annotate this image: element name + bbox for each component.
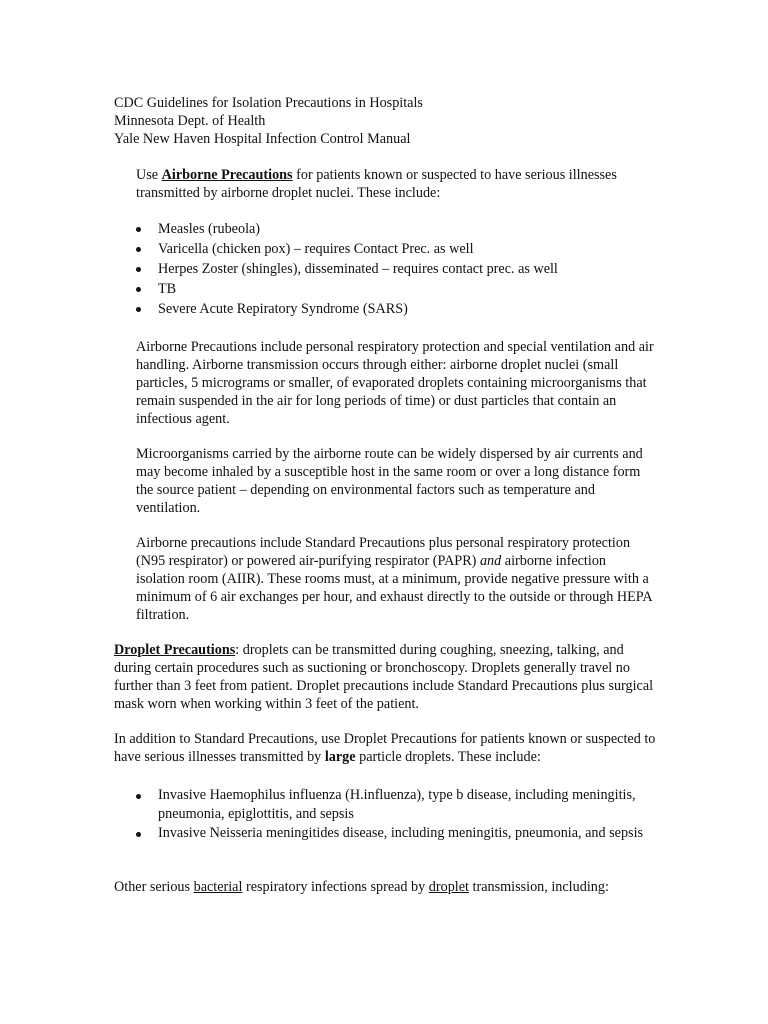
bullet-icon bbox=[136, 267, 141, 272]
bullet-icon bbox=[136, 287, 141, 292]
airborne-paragraph-1: Airborne Precautions include personal respiratory protection and special ventilation and air handling. Airborne transmission occurs through either: airborne droplet nuclei (small particles, 5 micrograms or smaller, of evaporated droplets containing microorganisms that remain suspended in the air for long periods of time) or dust particles that contain an infectious agent. bbox=[136, 339, 654, 427]
airborne-intro: Use Airborne Precautions for patients known or suspected to have serious illnesses transmitted by airborne droplet nuclei. These include: bbox=[136, 167, 617, 201]
list-item: Invasive Haemophilus influenza (H.influenza), type b disease, including meningitis, pneumonia, epiglottitis, and sepsis bbox=[136, 786, 656, 824]
document-header bbox=[114, 94, 423, 148]
droplet-other-infections: Other serious bacterial respiratory infections spread by droplet transmission, including: bbox=[114, 879, 609, 895]
list-item: Measles (rubeola) bbox=[136, 219, 656, 239]
airborne-paragraph-2: Microorganisms carried by the airborne route can be widely dispersed by air currents and may become inhaled by a susceptible host in the same room or over a long distance form the source patient – depending on environmental factors such as temperature and ventilation. bbox=[136, 446, 643, 516]
bullet-icon bbox=[136, 247, 141, 252]
header-line-yale: Yale New Haven Hospital Infection Control Manual bbox=[114, 131, 411, 147]
bullet-icon bbox=[136, 794, 141, 799]
droplet-paragraph-1: Droplet Precautions: droplets can be transmitted during coughing, sneezing, talking, and during certain procedures such as suctioning or bronchoscopy. Droplets generally travel no further than 3 feet from patient. Droplet precautions include Standard Precautions plus surgical mask worn when working within 3 feet of the patient. bbox=[114, 642, 654, 712]
droplet-disease-list bbox=[136, 786, 656, 843]
bullet-icon bbox=[136, 307, 141, 312]
airborne-paragraph-3: Airborne precautions include Standard Precautions plus personal respiratory protection (N95 respirator) or powered air-purifying respirator (PAPR) and airborne infection isolation room (AIIR). These rooms must, at a minimum, provide negative pressure with a minimum of 6 air exchanges per hour, and exhaust directly to the outside or through HEPA filtration. bbox=[136, 535, 652, 623]
droplet-precautions-term: Droplet Precautions bbox=[114, 642, 236, 658]
header-line-cdc: CDC Guidelines for Isolation Precautions in Hospitals bbox=[114, 95, 423, 111]
bullet-icon bbox=[136, 832, 141, 837]
header-line-minnesota: Minnesota Dept. of Health bbox=[114, 113, 266, 129]
bullet-icon bbox=[136, 227, 141, 232]
list-item: Severe Acute Repiratory Syndrome (SARS) bbox=[136, 299, 656, 319]
list-item: Varicella (chicken pox) – requires Contact Prec. as well bbox=[136, 239, 656, 259]
airborne-disease-list bbox=[136, 219, 656, 319]
list-item: Herpes Zoster (shingles), disseminated – requires contact prec. as well bbox=[136, 259, 656, 279]
droplet-paragraph-2: In addition to Standard Precautions, use Droplet Precautions for patients known or suspected to have serious illnesses transmitted by large particle droplets. These include: bbox=[114, 731, 656, 765]
airborne-precautions-term: Airborne Precautions bbox=[161, 167, 293, 183]
list-item: Invasive Neisseria meningitides disease, including meningitis, pneumonia, and sepsis bbox=[136, 824, 656, 843]
list-item: TB bbox=[136, 279, 656, 299]
